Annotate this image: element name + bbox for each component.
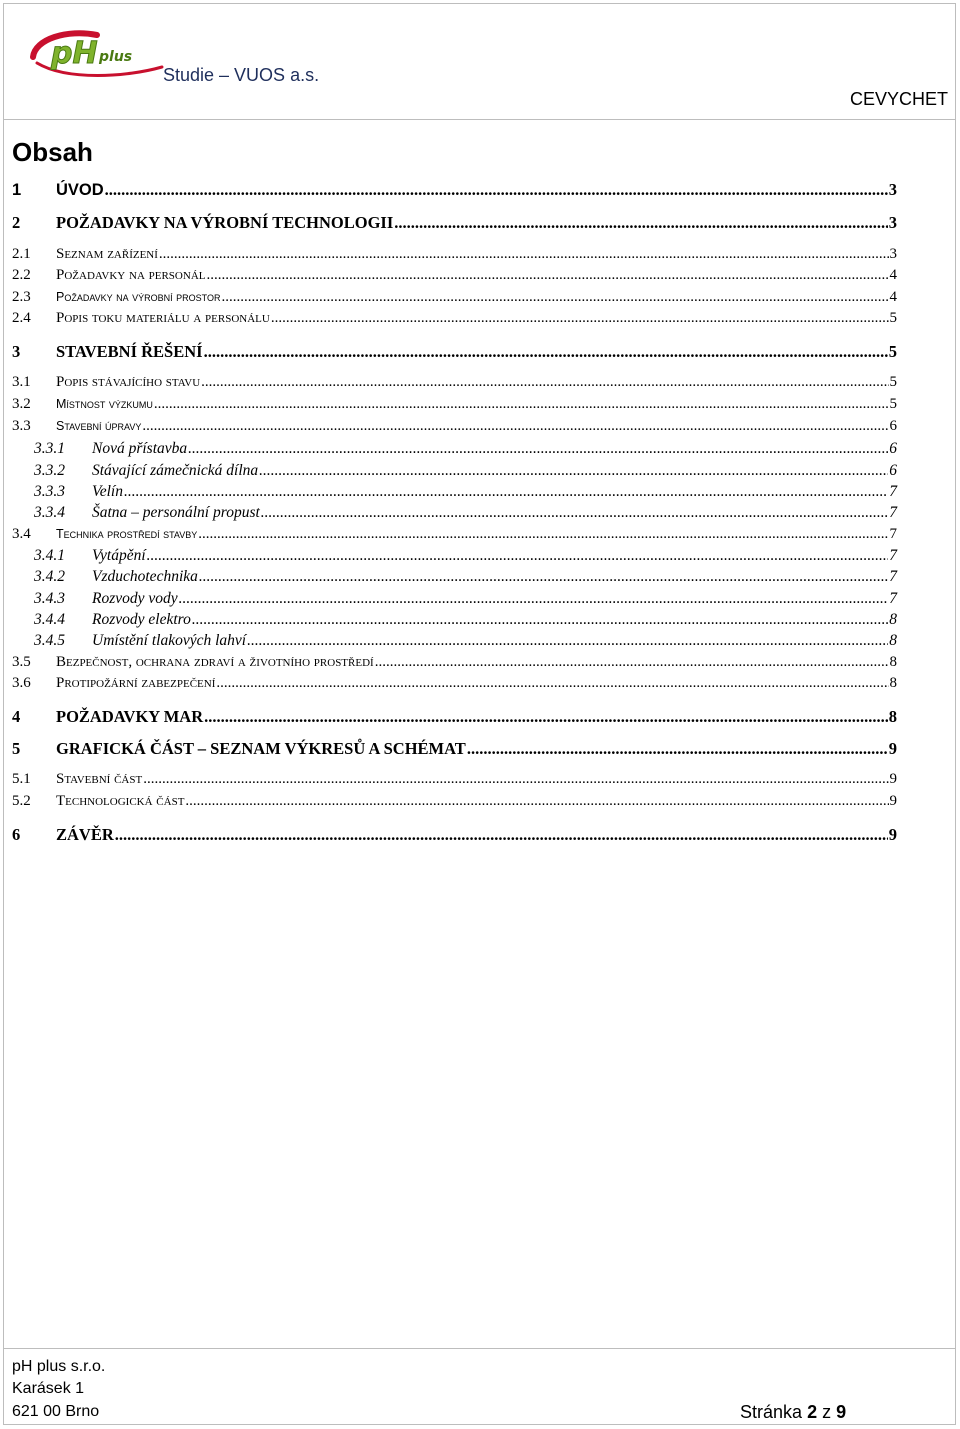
- toc-label: POŽADAVKY MAR: [56, 707, 204, 726]
- toc-page: 7: [889, 526, 897, 542]
- toc-label: Popis toku materiálu a personálu: [56, 310, 270, 326]
- toc-number: 3.4.1: [34, 547, 65, 564]
- toc-entry[interactable]: [12, 483, 897, 501]
- toc-number: 2.1: [12, 246, 31, 262]
- toc-entry[interactable]: [12, 771, 897, 788]
- toc-leader: [124, 483, 888, 501]
- toc-entry[interactable]: [12, 547, 897, 565]
- toc-page: 7: [889, 547, 897, 564]
- toc-leader: [375, 654, 889, 671]
- page-header: [3, 3, 956, 120]
- toc-number: 5.2: [12, 793, 31, 809]
- toc-label: Vytápění: [92, 547, 146, 564]
- toc-entry[interactable]: [12, 526, 897, 543]
- toc-page: 7: [889, 483, 897, 500]
- toc-label: Šatna – personální propust: [92, 504, 260, 521]
- document-title: Studie – VUOS a.s.: [163, 65, 320, 85]
- toc-number: 3.6: [12, 675, 31, 691]
- toc-page: 3: [888, 213, 897, 232]
- toc-entry[interactable]: [12, 180, 897, 200]
- toc-leader: [467, 739, 888, 759]
- toc-leader: [221, 289, 888, 306]
- project-code: CEVYCHET: [849, 89, 948, 109]
- toc-label: GRAFICKÁ ČÁST – SEZNAM VÝKRESŮ A SCHÉMAT: [56, 739, 466, 758]
- page-number: [740, 1402, 846, 1423]
- page-footer: [3, 1348, 956, 1349]
- toc-entry[interactable]: [12, 374, 897, 391]
- toc-leader: [142, 418, 888, 435]
- toc-page: 8: [889, 611, 897, 628]
- toc-label: ÚVOD: [56, 181, 104, 199]
- toc-label: Rozvody vody: [92, 590, 178, 607]
- toc-leader: [216, 675, 888, 692]
- toc-page: 7: [889, 504, 897, 521]
- toc-number: 3.4.4: [34, 611, 65, 628]
- toc-leader: [143, 771, 888, 788]
- toc-number: 1: [12, 181, 22, 199]
- toc-number: 5: [12, 739, 21, 758]
- toc-label: Popis stávajícího stavu: [56, 374, 201, 390]
- toc-leader: [192, 611, 888, 629]
- toc-number: 3.5: [12, 654, 31, 670]
- toc-entry[interactable]: [12, 310, 897, 327]
- toc-entry[interactable]: [12, 707, 897, 727]
- toc-page: 4: [889, 289, 897, 305]
- toc-leader: [159, 246, 889, 263]
- toc-entry[interactable]: [12, 246, 897, 263]
- toc-heading: Obsah: [12, 137, 93, 167]
- ph-plus-logo: [27, 27, 167, 92]
- toc-entry[interactable]: [12, 793, 897, 810]
- toc-leader: [247, 632, 888, 650]
- toc-leader: [105, 180, 888, 200]
- toc-label: Rozvody elektro: [92, 611, 191, 628]
- toc-page: 8: [889, 654, 897, 670]
- toc-label: Požadavky na personál: [56, 267, 206, 283]
- toc-number: 3.3.4: [34, 504, 65, 521]
- toc-label: Protipožární zabezpečení: [56, 675, 216, 691]
- toc-leader: [147, 547, 889, 565]
- toc-leader: [201, 374, 888, 391]
- svg-text:pH: pH: [51, 36, 98, 71]
- toc-entry[interactable]: [12, 213, 897, 233]
- toc-page: 3: [888, 180, 897, 199]
- toc-leader: [271, 310, 889, 327]
- toc-page: 5: [889, 396, 897, 412]
- toc-number: 3.4: [12, 526, 31, 542]
- toc-page: 3: [889, 246, 897, 262]
- toc-label: Seznam zařízení: [56, 246, 158, 262]
- toc-leader: [198, 526, 888, 543]
- toc-leader: [261, 504, 888, 522]
- toc-leader: [394, 213, 888, 233]
- toc-entry[interactable]: [12, 289, 897, 306]
- toc-page: 5: [889, 310, 897, 326]
- toc-entry[interactable]: [12, 396, 897, 413]
- toc-label: Místnost výzkumu: [56, 397, 153, 411]
- toc-label: Technika prostředí stavby: [56, 527, 198, 541]
- toc-label: ZÁVĚR: [56, 825, 114, 844]
- toc-entry[interactable]: [12, 267, 897, 284]
- toc-label: Vzduchotechnika: [92, 568, 198, 585]
- toc-entry[interactable]: [12, 632, 897, 650]
- toc-label: Stavební část: [56, 771, 143, 787]
- toc-number: 2.4: [12, 310, 31, 326]
- footer-city: 621 00 Brno: [12, 1403, 100, 1420]
- toc-entry[interactable]: [12, 590, 897, 608]
- toc-number: 3.3.1: [34, 440, 65, 457]
- toc-leader: [206, 267, 888, 284]
- page-current: 2: [807, 1402, 818, 1422]
- toc-page: 4: [889, 267, 897, 283]
- toc-page: 6: [889, 418, 897, 434]
- footer-street: Karásek 1: [12, 1380, 85, 1397]
- toc-page: 6: [889, 462, 897, 479]
- toc-page: 6: [889, 440, 897, 457]
- toc-page: 7: [889, 568, 897, 585]
- toc-leader: [188, 440, 888, 458]
- toc-leader: [259, 462, 888, 480]
- toc-leader: [115, 825, 888, 845]
- toc-leader: [154, 396, 889, 413]
- toc-number: 2: [12, 213, 21, 232]
- toc-page: 9: [889, 771, 897, 787]
- toc-entry[interactable]: [12, 654, 897, 671]
- toc-number: 3.3.2: [34, 462, 65, 479]
- toc-number: 3.3: [12, 418, 31, 434]
- toc-label: Stávající zámečnická dílna: [92, 462, 259, 479]
- toc-entry[interactable]: [12, 504, 897, 522]
- toc-number: 3.1: [12, 374, 31, 390]
- toc-entry[interactable]: [12, 568, 897, 586]
- toc-number: 3.4.3: [34, 590, 65, 607]
- toc-page: 8: [889, 675, 897, 691]
- toc-page: 9: [888, 739, 897, 758]
- page-separator: z: [822, 1402, 832, 1422]
- toc-label: Velín: [92, 483, 123, 500]
- toc-label: Umístění tlakových lahví: [92, 632, 247, 649]
- toc-label: Bezpečnost, ochrana zdraví a životního prostředí: [56, 654, 374, 670]
- toc-number: 3.4.5: [34, 632, 65, 649]
- toc-leader: [185, 793, 888, 810]
- toc-leader: [199, 568, 888, 586]
- toc-page: 7: [889, 590, 897, 607]
- toc-page: 9: [889, 793, 897, 809]
- toc-page: 5: [888, 342, 897, 361]
- toc-leader: [204, 707, 888, 727]
- toc-number: 2.2: [12, 267, 31, 283]
- toc-number: 6: [12, 825, 21, 844]
- toc-page: 9: [888, 825, 897, 844]
- toc-page: 8: [889, 632, 897, 649]
- toc-number: 2.3: [12, 289, 31, 305]
- toc-number: 3.2: [12, 396, 31, 412]
- toc-number: 5.1: [12, 771, 31, 787]
- toc-number: 3: [12, 342, 21, 361]
- toc-number: 3.4.2: [34, 568, 65, 585]
- toc-entry[interactable]: [12, 675, 897, 692]
- toc-page: 5: [889, 374, 897, 390]
- footer-company: pH plus s.r.o.: [12, 1358, 106, 1375]
- toc-entry[interactable]: [12, 440, 897, 458]
- toc-leader: [204, 342, 888, 362]
- toc-number: 4: [12, 707, 21, 726]
- toc-leader: [179, 590, 889, 608]
- toc-entry[interactable]: [12, 825, 897, 845]
- toc-entry[interactable]: [12, 739, 897, 759]
- toc-label: Technologická část: [56, 793, 185, 809]
- toc-entry[interactable]: [12, 418, 897, 435]
- toc-page: 8: [888, 707, 897, 726]
- toc-label: Nová přístavba: [92, 440, 188, 457]
- toc-label: Stavební úpravy: [56, 419, 142, 433]
- toc-entry[interactable]: [12, 342, 897, 362]
- page-prefix: Stránka: [740, 1402, 803, 1422]
- toc-entry[interactable]: [12, 462, 897, 480]
- svg-text:plus: plus: [99, 49, 133, 65]
- toc-label: POŽADAVKY NA VÝROBNÍ TECHNOLOGII: [56, 213, 394, 232]
- toc-number: 3.3.3: [34, 483, 65, 500]
- page-total: 9: [836, 1402, 847, 1422]
- toc-label: Požadavky na výrobní prostor: [56, 290, 221, 304]
- toc-entry[interactable]: [12, 611, 897, 629]
- toc-label: STAVEBNÍ ŘEŠENÍ: [56, 342, 203, 361]
